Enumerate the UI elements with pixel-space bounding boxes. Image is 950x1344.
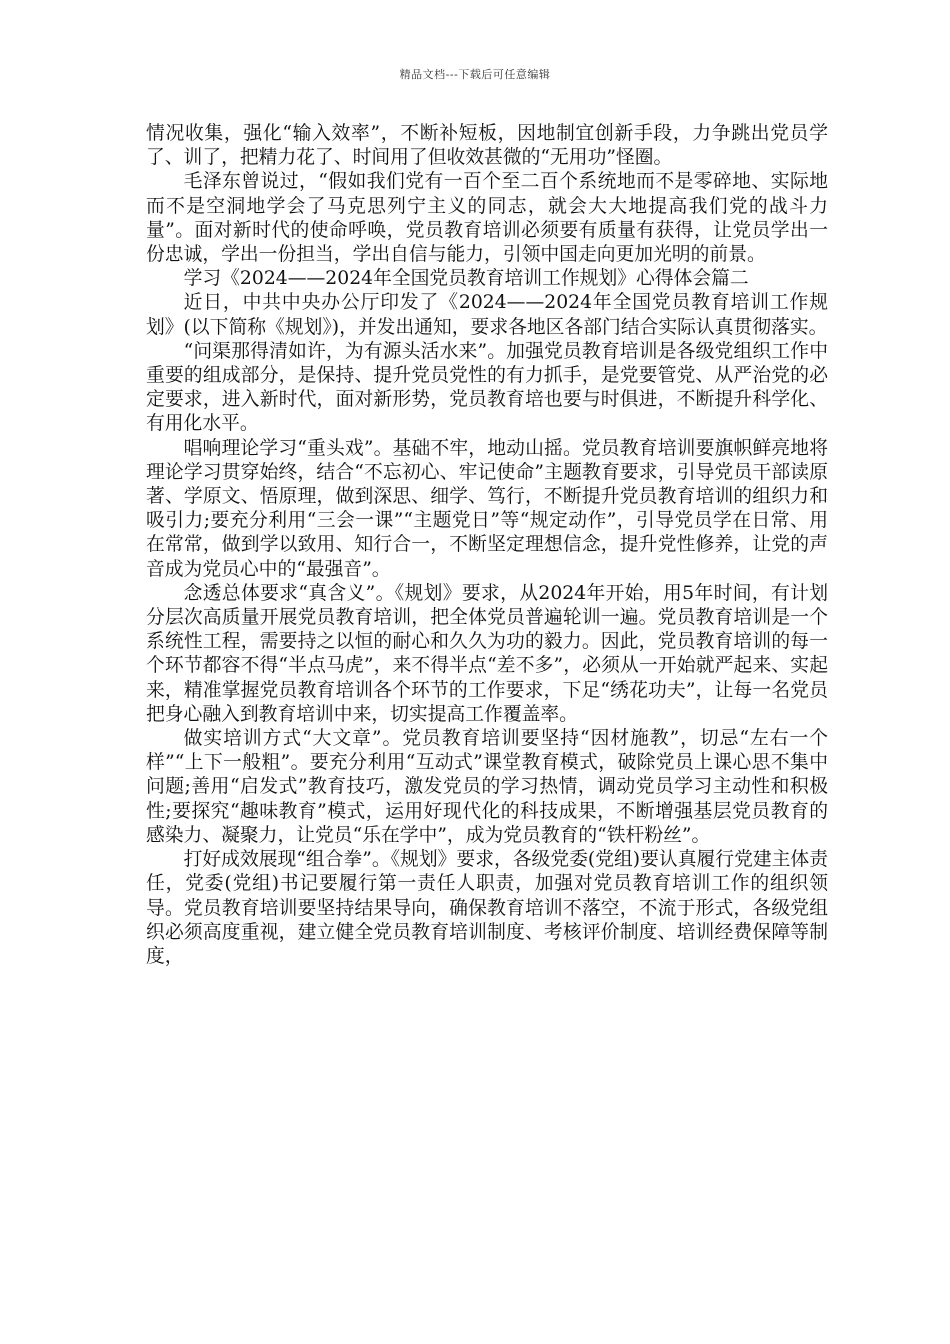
paragraph-2: 毛泽东曾说过，“假如我们党有一百个至二百个系统地而不是零碎地、实际地而不是空洞地学会了马克思列宁主义的同志，就会大大地提高我们党的战斗力量”。面对新时代的使命呼唤，党员教育培训必须要有质量有获得，让党员学出一份忠诚，学出一份担当，学出自信与能力，引领中国走向更加光明的前景。 (146, 171, 828, 266)
paragraph-6: 念透总体要求“真含义”。《规划》要求，从2024年开始，用5年时间，有计划分层次高质量开展党员教育培训，把全体党员普遍轮训一遍。党员教育培训是一个系统性工程，需要持之以恒的耐心和久久为功的毅力。因此，党员教育培训的每一个环节都容不得“半点马虎”，来不得半点“差不多”，必须从一开始就严起来、实起来，精准掌握党员教育培训各个环节的工作要求，下足“绣花功夫”，让每一名党员把身心融入到教育培训中来，切实提高工作覆盖率。 (146, 582, 828, 725)
section-heading: 学习《2024——2024年全国党员教育培训工作规划》心得体会篇二 (183, 268, 749, 290)
paragraph-1: 情况收集，强化“输入效率”，不断补短板，因地制宜创新手段，力争跳出党员学了、训了，把精力花了、时间用了但收效甚微的“无用功”怪圈。 (146, 123, 828, 169)
paragraph-3: 近日，中共中央办公厅印发了《2024——2024年全国党员教育培训工作规划》(以下简称《规划》)，并发出通知，要求各地区各部门结合实际认真贯彻落实。 (146, 292, 828, 338)
document-body (146, 122, 828, 969)
paragraph-7: 做实培训方式“大文章”。党员教育培训要坚持“因材施教”，切忌“左右一个样”“上下一般粗”。要充分利用“互动式”课堂教育模式，破除党员上课心思不集中问题;善用“启发式”教育技巧，激发党员的学习热情，调动党员学习主动性和积极性;要探究“趣味教育”模式，运用好现代化的科技成果，不断增强基层党员教育的感染力、凝聚力，让党员“乐在学中”，成为党员教育的“铁杆粉丝”。 (146, 728, 828, 846)
paragraph-8: 打好成效展现“组合拳”。《规划》要求，各级党委(党组)要认真履行党建主体责任，党委(党组)书记要履行第一责任人职责，加强对党员教育培训工作的组织领导。党员教育培训要坚持结果导向，确保教育培训不落空，不流于形式，各级党组织必须高度重视，建立健全党员教育培训制度、考核评价制度、培训经费保障等制度， (146, 849, 828, 967)
paragraph-4: “问渠那得清如许，为有源头活水来”。加强党员教育培训是各级党组织工作中重要的组成部分，是保持、提升党员党性的有力抓手，是党要管党、从严治党的必定要求，进入新时代，面对新形势，党员教育培也要与时俱进，不断提升科学化、有用化水平。 (146, 340, 828, 435)
page-header: 精品文档---下载后可任意编辑 (399, 68, 551, 81)
paragraph-5: 唱响理论学习“重头戏”。基础不牢，地动山摇。党员教育培训要旗帜鲜亮地将理论学习贯穿始终，结合“不忘初心、牢记使命”主题教育要求，引导党员干部读原著、学原文、悟原理，做到深思、细学、笃行，不断提升党员教育培训的组织力和吸引力;要充分利用“三会一课”“主题党日”等“规定动作”，引导党员学在日常、用在常常，做到学以致用、知行合一，不断坚定理想信念，提升党性修养，让党的声音成为党员心中的“最强音”。 (146, 437, 828, 580)
